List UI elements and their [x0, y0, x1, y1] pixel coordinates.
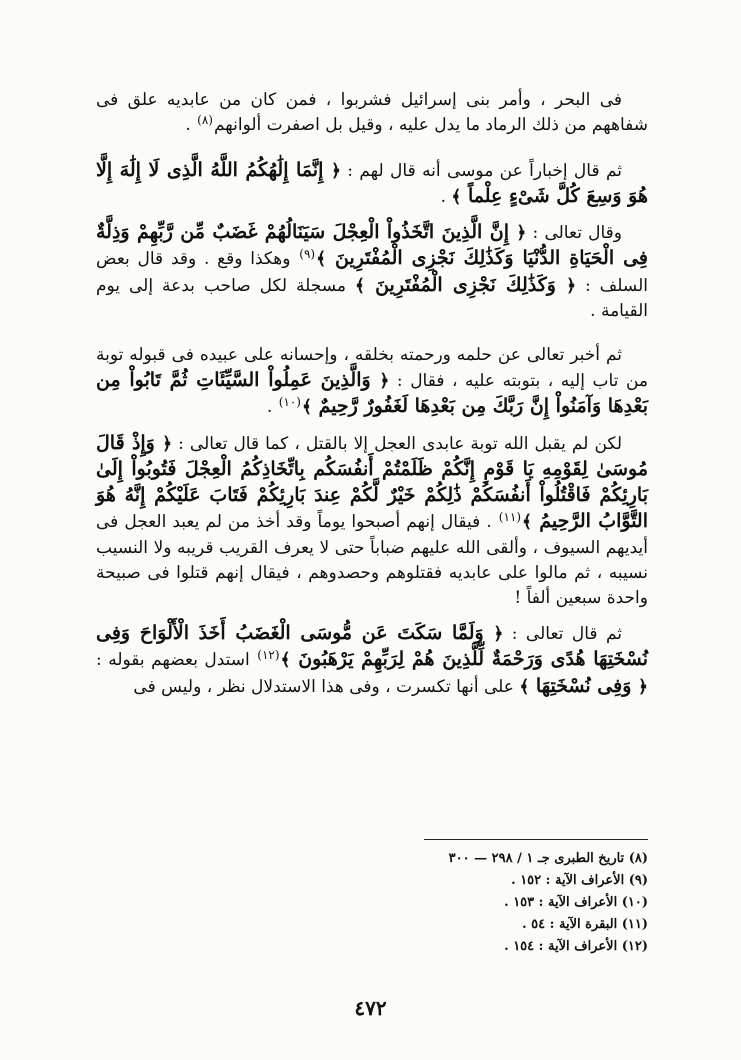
- footnote-ref-9: (٩): [299, 247, 316, 261]
- paragraph-text: .: [440, 187, 452, 207]
- footnote-ref-10: (١٠): [278, 395, 301, 409]
- quran-open-bracket: ﴿: [566, 276, 577, 296]
- quran-verse: وَلَمَّا سَكَتَ عَن مُّوسَى الْغَضَبُ أَخَذَ الْأَلْوَاحَ وَفِى نُسْخَتِهَا هُدًى وَرَحْمَةٌ لِّلَّذِينَ هُمْ لِرَبِّهِمْ يَرْهَبُونَ: [96, 622, 648, 670]
- quran-close-bracket: ﴾: [519, 677, 530, 697]
- paragraph-text: استدل بعضهم بقوله :: [96, 650, 257, 670]
- paragraph-text: على أنها تكسرت ، وفى هذا الاستدلال نظر ، وليس فى: [133, 677, 520, 697]
- footnote-ref-11: (١١): [498, 510, 522, 524]
- quran-verse: وَإِذْ قَالَ مُوسَىٰ لِقَوْمِهِ يَا قَوْمِ إِنَّكُمْ ظَلَمْتُمْ أَنفُسَكُم بِاتِّخَاذِكُمُ الْعِجْلَ فَتُوبُواْ إِلَىٰ بَارِئِكُمْ فَاقْتُلُواْ أَنفُسَكُمْ ذَٰلِكُمْ خَيْرٌ لَّكُمْ عِندَ بَارِئِكُمْ فَتَابَ عَلَيْكُمْ إِنَّهُ هُوَ التَّوَّابُ الرَّحِيمُ: [96, 432, 648, 532]
- paragraph-5: [96, 431, 648, 611]
- paragraph-3: [96, 220, 648, 324]
- footnote-ref-12: (١٢): [257, 648, 280, 662]
- quran-verse: إِنَّ الَّذِينَ اتَّخَذُواْ الْعِجْلَ سَيَنَالُهُمْ غَضَبٌ مِّن رَّبِّهِمْ وَذِلَّةٌ فِى الْحَيَاةِ الدُّنْيَا وَكَذَٰلِكَ نَجْزِى الْمُفْتَرِينَ: [96, 221, 648, 269]
- paragraph-text: ثم قال تعالى :: [503, 624, 622, 644]
- paragraph-text: وقال تعالى :: [526, 223, 622, 243]
- paragraph-2: [96, 158, 648, 210]
- paragraph-text: لكن لم يقبل الله توبة عابدى العجل إلا بالقتل ، كما قال تعالى :: [172, 434, 622, 454]
- paragraph-4: [96, 343, 648, 421]
- quran-verse: وَكَذَٰلِكَ نَجْزِى الْمُفْتَرِينَ: [364, 274, 567, 296]
- main-text: [96, 88, 648, 700]
- quran-open-bracket: ﴿: [638, 677, 648, 697]
- footnote-divider: [424, 839, 648, 840]
- quran-close-bracket: ﴾: [451, 187, 462, 207]
- quran-verse: وَفِى نُسْخَتِهَا: [529, 675, 639, 697]
- paragraph-text: مسجلة لكل صاحب بدعة إلى يوم القيامة .: [96, 276, 648, 321]
- quran-open-bracket: ﴿: [330, 161, 341, 181]
- paragraph-text: ثم قال إخباراً عن موسى أنه قال لهم :: [340, 161, 622, 181]
- footnote-ref-8: (٨): [197, 113, 213, 127]
- paragraph-text: .: [266, 397, 278, 417]
- paragraph-text: فى البحر ، وأمر بنى إسرائيل فشربوا ، فمن كان من عابديه علق فى شفاههم من ذلك الرماد ما يدل عليه ، وقيل بل اصفرت ألوانهم: [96, 90, 648, 135]
- paragraph-text: وهكذا وقع . وقد قال بعض السلف :: [96, 249, 648, 296]
- quran-close-bracket: ﴾: [354, 276, 365, 296]
- footnotes: [348, 848, 648, 958]
- quran-open-bracket: ﴿: [493, 624, 504, 644]
- paragraph-6: [96, 621, 648, 700]
- quran-close-bracket: ﴾: [316, 249, 327, 269]
- quran-open-bracket: ﴿: [516, 223, 527, 243]
- quran-open-bracket: ﴿: [162, 434, 173, 454]
- quran-close-bracket: ﴾: [522, 512, 533, 532]
- quran-open-bracket: ﴿: [379, 371, 390, 391]
- quran-verse: إِنَّمَا إِلَٰهُكُمُ اللَّهُ الَّذِى لَا إِلَٰهَ إِلَّا هُوَ وَسِعَ كُلَّ شَىْءٍ عِلْماً: [96, 159, 648, 207]
- paragraph-1: [96, 88, 648, 139]
- footnote-12: (١٢) الأعراف الآية : ١٥٤ .: [504, 939, 648, 954]
- footnote-10: (١٠) الأعراف الآية : ١٥٣ .: [504, 895, 648, 910]
- footnote-8: (٨) تاريخ الطبرى جـ ١ / ٢٩٨ — ٣٠٠: [448, 851, 648, 866]
- paragraph-text: . فيقال إنهم أصبحوا يوماً وقد أخذ من لم يعبد العجل فى أيديهم السيوف ، وألقى الله عليهم ضباباً حتى لا يعرف القريب قريبه ولا النسيب نسيبه ، ثم مالوا على عابديه فقتلوهم وحصدوهم ، فيقال إنهم قتلوا فى صبيحة واحدة سبعين ألفاً !: [96, 512, 648, 608]
- quran-close-bracket: ﴾: [280, 650, 291, 670]
- paragraph-text: .: [185, 115, 197, 135]
- page-number: ٤٧٢: [354, 996, 387, 1020]
- footnote-9: (٩) الأعراف الآية : ١٥٢ .: [511, 873, 648, 888]
- footnote-11: (١١) البقرة الآية : ٥٤ .: [522, 917, 648, 932]
- paragraph-text: ثم أخبر تعالى عن حلمه ورحمته بخلقه ، وإحسانه على عبيده فى قبوله توبة من تاب إليه ، بتوبته عليه ، فقال :: [96, 345, 648, 391]
- quran-close-bracket: ﴾: [301, 397, 312, 417]
- quran-verse: وَالَّذِينَ عَمِلُواْ السَّيِّئَاتِ ثُمَّ تَابُواْ مِن بَعْدِهَا وَآمَنُواْ إِنَّ رَبَّكَ مِن بَعْدِهَا لَغَفُورٌ رَّحِيمٌ: [96, 369, 648, 417]
